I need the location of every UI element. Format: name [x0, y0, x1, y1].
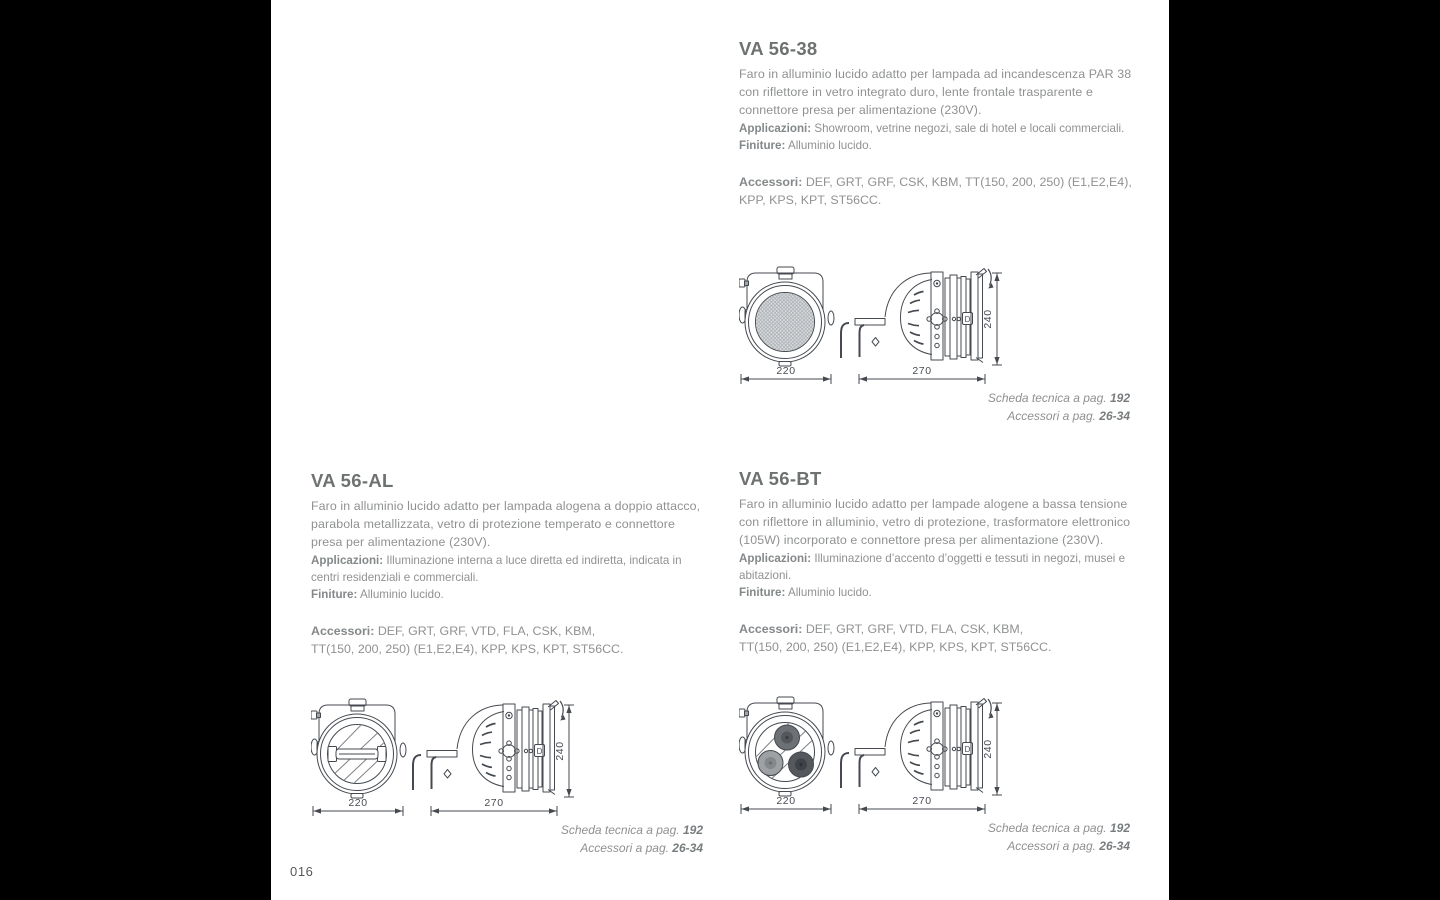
page-references	[739, 820, 1139, 855]
finishes-label: Finiture:	[739, 586, 786, 599]
ref-accessories: Accessori a pag. 26-34	[1007, 408, 1130, 423]
side-view	[427, 701, 566, 795]
product-accessories	[739, 620, 1139, 656]
finishes-text: Alluminio lucido.	[359, 588, 444, 601]
page-references	[311, 822, 703, 857]
technical-drawing	[739, 696, 1005, 832]
product-accessories	[311, 622, 703, 658]
ref-datasheet: Scheda tecnica a pag. 192	[987, 821, 1130, 835]
page-references	[739, 390, 1139, 425]
product-title: VA 56-AL	[311, 470, 394, 491]
product-description: Faro in alluminio lucido adatto per lampada ad incandescenza PAR 38 con riflettore in vetro integrato duro, lente frontale trasparente e connettore presa per alimentazione (230V).	[739, 67, 1132, 117]
drawing-d-label: D	[964, 745, 971, 754]
product-title: VA 56-38	[739, 38, 818, 59]
product-section-va56-38	[739, 38, 1139, 468]
dimension-height: 240	[982, 309, 994, 329]
ref-datasheet: Scheda tecnica a pag. 192	[560, 823, 703, 837]
par-can-drawing	[739, 696, 1005, 832]
product-description: Faro in alluminio lucido adatto per lampade alogene a bassa tensione con riflettore in alluminio, vetro di protezione, trasformatore elettronico (105W) incorporato e connettore presa per alimentazione (230V).	[739, 497, 1131, 547]
technical-drawing	[311, 698, 577, 834]
applications-text: Illuminazione d’accento d’oggetti e tessuti in negozi, musei e abitazioni.	[739, 552, 1126, 582]
applications-text: Showroom, vetrine negozi, sale di hotel e locali commerciali.	[814, 122, 1125, 135]
dimension-height: 240	[982, 739, 994, 759]
accessories-line1: DEF, GRT, GRF, VTD, FLA, CSK, KBM,	[805, 622, 1024, 636]
product-applications	[311, 552, 703, 586]
accessories-label: Accessori:	[739, 175, 803, 189]
applications-label: Applicazioni:	[739, 122, 812, 135]
dimension-width: 220	[776, 365, 796, 377]
product-accessories	[739, 173, 1139, 209]
ref-accessories: Accessori a pag. 26-34	[1007, 838, 1130, 853]
dimension-length: 270	[912, 365, 932, 377]
dimension-length: 270	[912, 795, 932, 807]
catalog-page	[271, 0, 1169, 900]
mounting-hook	[841, 753, 849, 788]
dimension-width: 220	[776, 795, 796, 807]
applications-label: Applicazioni:	[311, 554, 384, 567]
ref-accessories: Accessori a pag. 26-34	[580, 840, 703, 855]
finishes-text: Alluminio lucido.	[787, 139, 872, 152]
dimension-height: 240	[554, 741, 566, 761]
par-can-drawing	[311, 698, 577, 834]
page-number: 016	[290, 864, 314, 879]
dimension-length: 270	[484, 797, 504, 809]
finishes-text: Alluminio lucido.	[787, 586, 872, 599]
product-finishes	[739, 584, 1139, 601]
product-applications	[739, 120, 1139, 137]
drawing-d-label: D	[536, 747, 543, 756]
product-section-va56-al	[311, 470, 703, 900]
par-can-drawing	[739, 266, 1005, 402]
product-title: VA 56-BT	[739, 468, 822, 489]
side-view	[855, 699, 994, 793]
applications-text: Illuminazione interna a luce diretta ed indiretta, indicata in centri residenziali e commerciali.	[311, 554, 682, 584]
product-description: Faro in alluminio lucido adatto per lampada alogena a doppio attacco, parabola metallizzata, vetro di protezione temperato e connettore presa per alimentazione (230V).	[311, 499, 701, 549]
technical-drawing	[739, 266, 1005, 402]
accessories-line1: DEF, GRT, GRF, VTD, FLA, CSK, KBM,	[377, 624, 596, 638]
mounting-hook	[413, 755, 421, 790]
product-section-va56-bt	[739, 468, 1139, 898]
accessories-line1: DEF, GRT, GRF, CSK, KBM, TT(150, 200, 250) (E1,E2,E4),	[805, 175, 1132, 189]
accessories-label: Accessori:	[311, 624, 375, 638]
finishes-label: Finiture:	[739, 139, 786, 152]
side-view	[855, 269, 994, 363]
product-finishes	[311, 586, 703, 603]
applications-label: Applicazioni:	[739, 552, 812, 565]
finishes-label: Finiture:	[311, 588, 358, 601]
product-finishes	[739, 137, 1139, 154]
accessories-label: Accessori:	[739, 622, 803, 636]
dimension-width: 220	[348, 797, 368, 809]
accessories-line2: TT(150, 200, 250) (E1,E2,E4), KPP, KPS, KPT, ST56CC.	[311, 642, 624, 656]
drawing-d-label: D	[964, 315, 971, 324]
ref-datasheet: Scheda tecnica a pag. 192	[987, 391, 1130, 405]
product-applications	[739, 550, 1139, 584]
mounting-hook	[841, 323, 849, 358]
accessories-line2: KPP, KPS, KPT, ST56CC.	[739, 193, 882, 207]
accessories-line2: TT(150, 200, 250) (E1,E2,E4), KPP, KPS, KPT, ST56CC.	[739, 640, 1052, 654]
